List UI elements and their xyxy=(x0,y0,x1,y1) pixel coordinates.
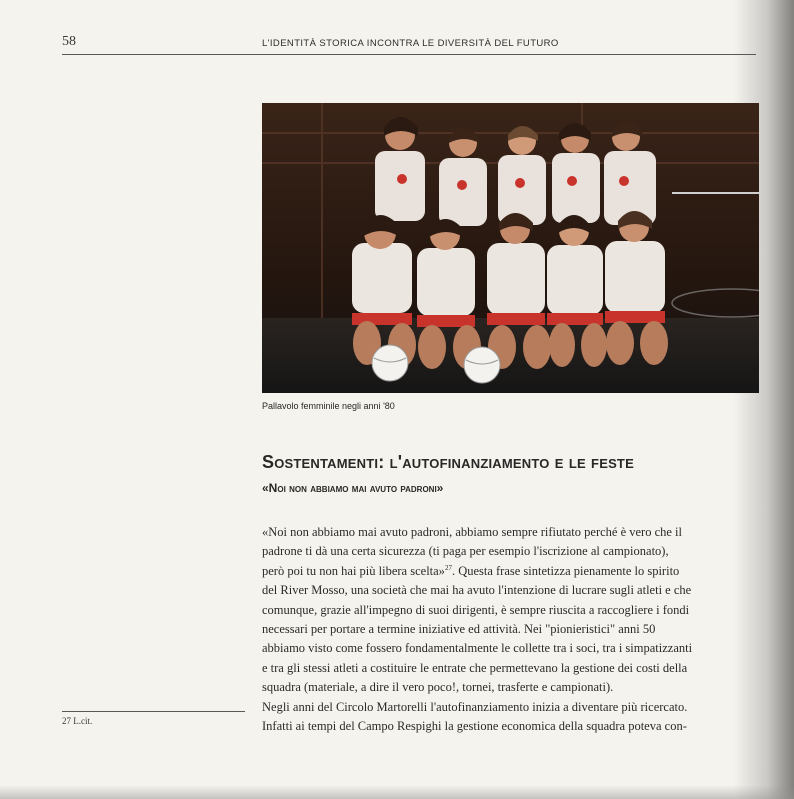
body-line: comunque, grazie all'impegno di suoi dirigenti, è sempre riuscita a raccogliere i fondi xyxy=(262,602,690,617)
body-line: Infatti ai tempi del Campo Respighi la gestione economica della squadra poteva con- xyxy=(262,718,687,733)
body-line-start: però poi tu non hai più libera scelta» xyxy=(262,563,445,578)
team-photo xyxy=(262,103,759,393)
footnote-rule xyxy=(62,711,245,712)
body-line: necessari per portare a termine iniziative ed attività. Nei "pionieristici" anni 50 xyxy=(262,621,656,636)
body-line-end: . Questa frase sintetizza pienamente lo spirito xyxy=(451,563,680,578)
section-subtitle: «Noi non abbiamo mai avuto padroni» xyxy=(262,481,444,495)
section-title: Sostentamenti: l'autofinanziamento e le feste xyxy=(262,452,634,472)
body-line: «Noi non abbiamo mai avuto padroni, abbiamo sempre rifiutato perché è vero che il xyxy=(262,525,683,539)
footnote: 27 L.cit. xyxy=(62,716,93,726)
body-line: padrone ti dà una certa sicurezza (ti paga per esempio l'iscrizione al campionato), xyxy=(262,544,669,559)
page-number: 58 xyxy=(62,34,76,49)
running-header: L'IDENTITÀ STORICA INCONTRA LE DIVERSITÀ DEL FUTURO xyxy=(262,38,559,49)
photo-caption: Pallavolo femminile negli anni '80 xyxy=(262,401,395,411)
footnote-reference: 27 xyxy=(444,563,452,572)
body-paragraph xyxy=(262,523,772,736)
body-line: e tra gli stessi atleti a costituire le entrate che permettevano la gestione dei costi della xyxy=(262,660,688,675)
header-rule xyxy=(62,54,756,55)
body-line: Negli anni del Circolo Martorelli l'autofinanziamento inizia a diventare più ricercato. xyxy=(262,699,688,714)
page-bottom-shadow xyxy=(0,785,794,799)
body-line: abbiamo visto come fossero fondamentalmente le collette tra i soci, tra i simpatizzanti xyxy=(262,641,693,656)
body-line xyxy=(262,562,772,581)
body-line: del River Mosso, una società che mai ha avuto l'intenzione di lucrare sugli atleti e che xyxy=(262,583,692,598)
body-line: squadra (materiale, a dire il vero poco!, tornei, trasferte e campionati). xyxy=(262,680,614,695)
team-photo-illustration xyxy=(262,103,759,393)
